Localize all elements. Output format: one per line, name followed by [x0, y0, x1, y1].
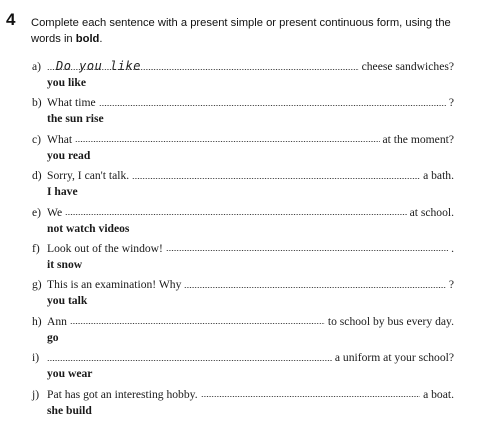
item-letter: f): [32, 241, 40, 255]
answer-blank[interactable]: [99, 103, 446, 107]
sentence-item: [0, 165, 480, 201]
answer-blank[interactable]: [75, 140, 379, 144]
sentence-end: a bath.: [423, 169, 454, 183]
sentence-body: [47, 60, 454, 74]
bold-prompt-words: you talk: [47, 294, 88, 308]
sentence-body: [47, 169, 454, 183]
bold-prompt-words: not watch videos: [47, 221, 130, 235]
sentence-list: [0, 56, 480, 420]
answer-blank[interactable]: [65, 213, 406, 217]
sentence-item: [0, 92, 480, 128]
sentence-body: [47, 206, 454, 220]
answer-blank[interactable]: [47, 59, 359, 73]
sentence-body: [47, 278, 454, 292]
bold-prompt-words: you wear: [47, 367, 93, 381]
sentence-item: [0, 129, 480, 165]
sentence-start: What time: [47, 96, 96, 110]
sentence-end: at the moment?: [382, 132, 454, 146]
exercise-number: 4: [6, 10, 16, 29]
sentence-body: [47, 133, 454, 147]
bold-prompt-words: she build: [47, 403, 92, 417]
sentence-item: [0, 202, 480, 238]
item-letter: a): [32, 60, 42, 73]
sentence-end: to school by bus every day.: [327, 314, 454, 328]
sentence-line: [0, 384, 454, 402]
sentence-line: [0, 311, 454, 329]
bold-prompt-words: you like: [47, 76, 86, 89]
instruction-text: Complete each sentence with a present simple or present continuous form, using the words in: [31, 17, 451, 45]
answer-blank[interactable]: [184, 285, 445, 289]
item-letter: g): [32, 278, 42, 292]
sentence-line: [0, 274, 454, 292]
answer-blank[interactable]: [47, 358, 332, 362]
item-letter: h): [32, 314, 42, 328]
sentence-item: [0, 238, 480, 274]
sentence-item: [0, 274, 480, 310]
item-letter: e): [32, 205, 42, 219]
sentence-start: Ann: [47, 314, 67, 328]
sentence-line: [0, 92, 454, 110]
item-letter: j): [32, 387, 40, 401]
sentence-line: [0, 347, 454, 365]
bold-prompt-words: I have: [47, 185, 78, 199]
answer-blank[interactable]: [166, 249, 448, 253]
sentence-line: [0, 129, 454, 147]
sentence-item: [0, 347, 480, 383]
bold-prompt-words: go: [47, 330, 59, 344]
sentence-start: Pat has got an interesting hobby.: [47, 387, 198, 401]
sentence-line: [0, 56, 454, 74]
sentence-item: [0, 311, 480, 347]
answer-blank[interactable]: [70, 322, 325, 326]
sentence-body: [47, 315, 454, 329]
sentence-start: What: [47, 132, 73, 146]
sentence-start: Look out of the window!: [47, 241, 163, 255]
sentence-start: This is an examination! Why: [47, 278, 182, 292]
answer-blank[interactable]: [201, 395, 421, 399]
sentence-start: We: [47, 205, 63, 219]
bold-prompt-words: you read: [47, 148, 91, 162]
sentence-end: a uniform at your school?: [334, 351, 454, 365]
sentence-end: a boat.: [423, 387, 454, 401]
sentence-end: .: [451, 241, 454, 255]
sentence-line: [0, 165, 454, 183]
sentence-start: Sorry, I can't talk.: [47, 169, 130, 183]
item-letter: d): [32, 169, 42, 183]
sentence-end: at school.: [409, 205, 454, 219]
instruction-end: .: [99, 33, 103, 45]
bold-prompt-words: the sun rise: [47, 112, 104, 126]
item-letter: b): [32, 96, 42, 110]
item-letter: i): [32, 351, 40, 365]
sentence-body: [47, 351, 454, 365]
answer-blank[interactable]: [132, 176, 420, 180]
bold-prompt-words: it snow: [47, 257, 83, 271]
sentence-line: [0, 238, 454, 256]
exercise-instruction: [31, 15, 471, 47]
sentence-end: ?: [448, 96, 454, 110]
sentence-end: ?: [448, 278, 454, 292]
handwritten-answer: Do you like: [56, 59, 141, 73]
sentence-body: [47, 242, 454, 256]
sentence-item: [0, 56, 480, 92]
sentence-body: [47, 96, 454, 110]
sentence-line: [0, 202, 454, 220]
sentence-item: [0, 384, 480, 420]
sentence-body: [47, 388, 454, 402]
item-letter: c): [32, 132, 42, 146]
instruction-bold-word: bold: [75, 33, 100, 45]
sentence-end: cheese sandwiches?: [361, 60, 454, 73]
